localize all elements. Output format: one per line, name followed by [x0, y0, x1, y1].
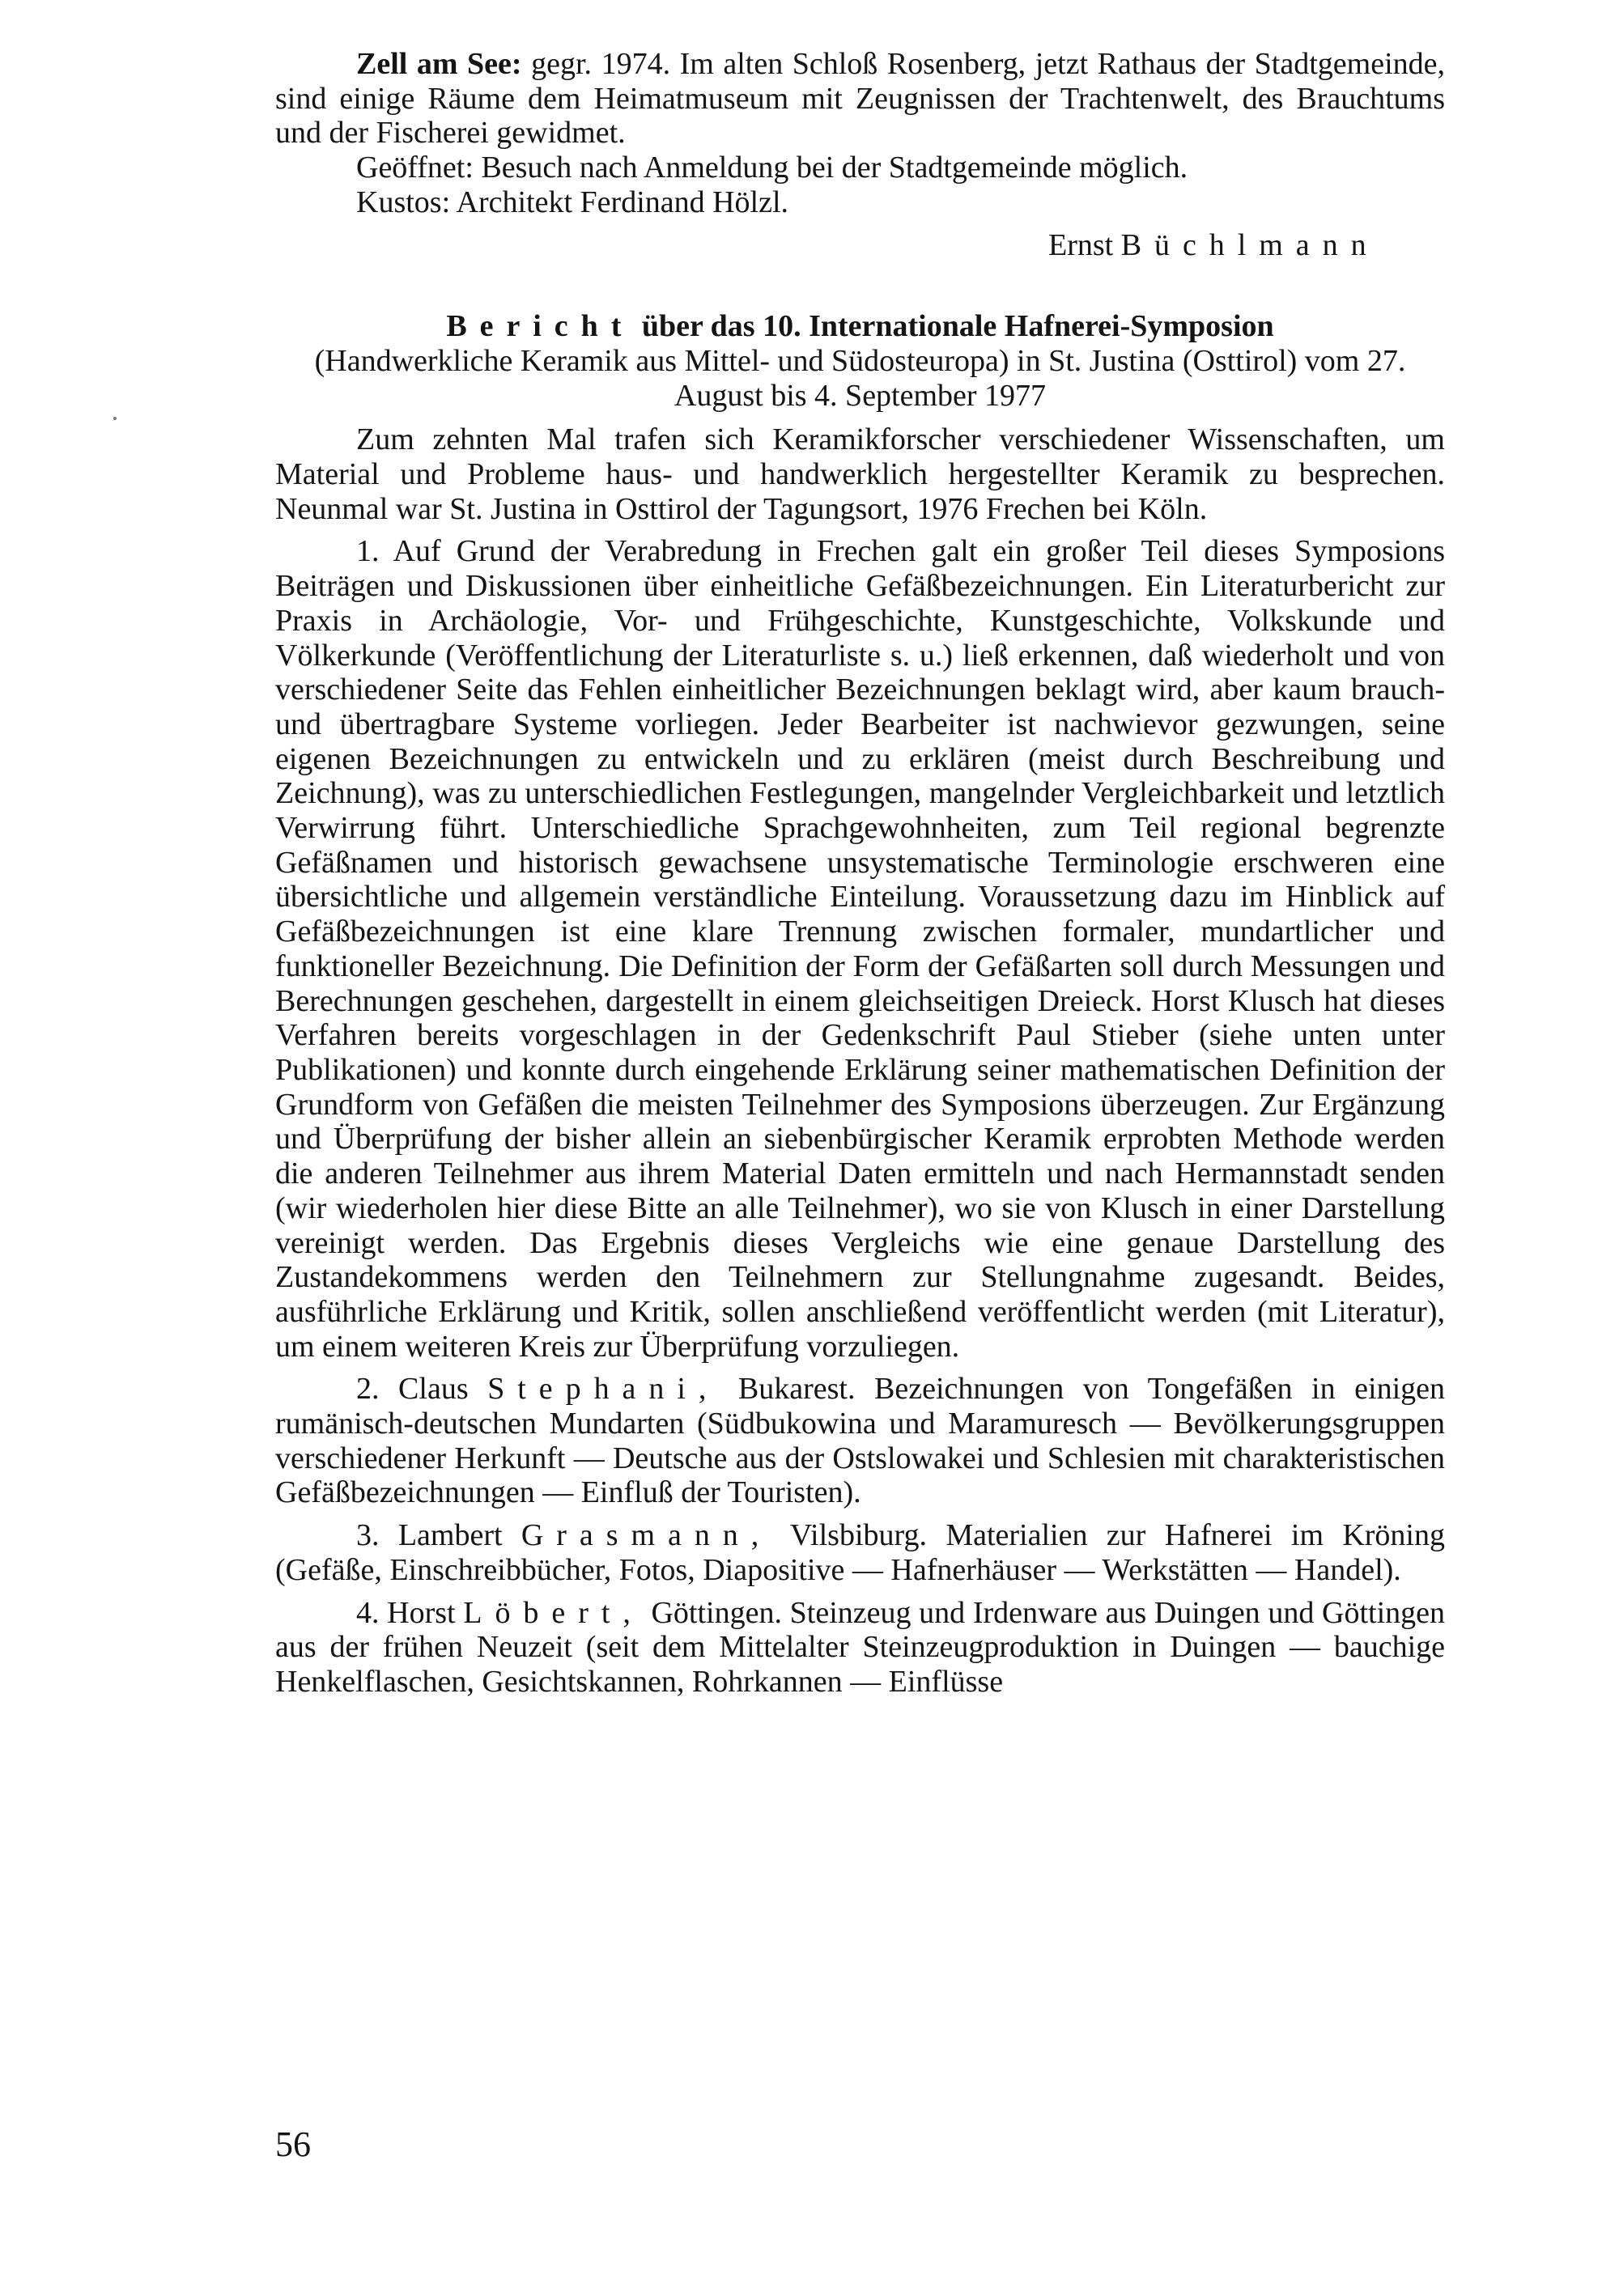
- scan-speck: [113, 417, 117, 420]
- item-2-name: Stephani,: [487, 1372, 720, 1407]
- entry-paragraph: [275, 47, 1445, 151]
- item-4-number: 4. Horst: [356, 1595, 456, 1630]
- item-3-number: 3. Lambert: [356, 1518, 503, 1553]
- document-page: [275, 47, 1445, 1708]
- report-title-rest: über das 10. Internationale Hafnerei-Symposion: [641, 309, 1274, 344]
- museum-entry: [275, 47, 1445, 262]
- report-item-3: [275, 1518, 1445, 1587]
- item-2-number: 2. Claus: [356, 1372, 469, 1407]
- item-4-text: Göttingen. Steinzeug und Irdenware aus Duingen und Göttingen aus der frühen Neuzeit (seit dem Mittelalter Steinzeugproduktion in Duingen — bauchige Henkelflaschen, Gesichtskannen, Rohrkannen — Einflüsse: [275, 1595, 1446, 1699]
- report-title: [275, 309, 1445, 344]
- report-subtitle: (Handwerkliche Keramik aus Mittel- und Südosteuropa) in St. Justina (Osttirol) vom 27. August bis 4. September 1977: [314, 343, 1406, 413]
- author-last-name: Büchlmann: [1120, 227, 1379, 262]
- report-item-2: [275, 1372, 1445, 1510]
- report-heading: [275, 309, 1445, 413]
- entry-body: gegr. 1974. Im alten Schloß Rosenberg, jetzt Rathaus der Stadtgemeinde, sind einige Räume dem Heimatmuseum mit Zeugnissen der Trachtenwelt, des Brauchtums und der Fischerei gewidmet.: [275, 47, 1445, 151]
- report-intro: Zum zehnten Mal trafen sich Keramikforscher verschiedener Wissenschaften, um Material und Probleme haus- und handwerklich hergestellter Keramik zu besprechen. Neunmal war St. Justina in Osttirol der Tagungsort, 1976 Frechen bei Köln.: [275, 422, 1445, 526]
- author-first-name: Ernst: [1048, 227, 1114, 262]
- item-3-text: Vilsbiburg. Materialien zur Hafnerei im Kröning (Gefäße, Einschreibbücher, Fotos, Diapositive — Hafnerhäuser — Werkstätten — Handel).: [275, 1518, 1445, 1587]
- item-4-name: Löbert,: [463, 1595, 644, 1630]
- item-3-name: Grasmann,: [521, 1518, 772, 1553]
- entry-curator: Kustos: Architekt Ferdinand Hölzl.: [356, 185, 789, 219]
- author-signature: [275, 228, 1445, 263]
- report-item-4: [275, 1596, 1445, 1700]
- report-title-spaced: Bericht: [446, 309, 635, 344]
- item-2-text: Bukarest. Bezeichnungen von Tongefäßen in einigen rumänisch-deutschen Mundarten (Südbukowina und Maramuresch — Bevölkerungsgruppen verschiedener Herkunft — Deutsche aus der Ostslowakei und Schlesien mit charakteristischen Gefäßbezeichnungen — Einfluß der Touristen).: [275, 1372, 1446, 1510]
- report-item-1: 1. Auf Grund der Verabredung in Frechen galt ein großer Teil dieses Symposions Beiträgen und Diskussionen über einheitliche Gefäßbezeichnungen. Ein Literaturbericht zur Praxis in Archäologie, Vor- und Frühgeschichte, Kunstgeschichte, Volkskunde und Völkerkunde (Veröffentlichung der Literaturliste s. u.) ließ erkennen, daß wiederholt und von verschiedener Seite das Fehlen einheitlicher Bezeichnungen beklagt wird, aber kaum brauch- und übertragbare Systeme vorliegen. Jeder Bearbeiter ist nachwievor gezwungen, seine eigenen Bezeichnungen zu entwickeln und zu erklären (meist durch Beschreibung und Zeichnung), was zu unterschiedlichen Festlegungen, mangelnder Vergleichbarkeit und letztlich Verwirrung führt. Unterschiedliche Sprachgewohnheiten, zum Teil regional begrenzte Gefäßnamen und historisch gewachsene unsystematische Terminologie erschweren eine übersichtliche und allgemein verständliche Einteilung. Voraussetzung dazu im Hinblick auf Gefäßbezeichnungen ist eine klare Trennung zwischen formaler, mundartlicher und funktioneller Bezeichnung. Die Definition der Form der Gefäßarten soll durch Messungen und Berechnungen geschehen, dargestellt in einem gleichseitigen Dreieck. Horst Klusch hat dieses Verfahren bereits vorgeschlagen in der Gedenkschrift Paul Stieber (siehe unten unter Publikationen) und konnte durch eingehende Erklärung seiner mathematischen Definition der Grundform von Gefäßen die meisten Teilnehmer des Symposions überzeugen. Zur Ergänzung und Überprüfung der bisher allein an siebenbürgischer Keramik erprobten Methode werden die anderen Teilnehmer aus ihrem Material Daten ermitteln und nach Hermannstadt senden (wir wiederholen hier diese Bitte an alle Teilnehmer), wo sie von Klusch in einer Darstellung vereinigt werden. Das Ergebnis dieses Vergleichs wie eine genaue Darstellung des Zustandekommens werden den Teilnehmern zur Stellungnahme zugesandt. Beides, ausführliche Erklärung und Kritik, sollen anschließend veröffentlicht werden (mit Literatur), um einem weiteren Kreis zur Überprüfung vorzuliegen.: [275, 534, 1445, 1364]
- page-number: 56: [275, 2124, 311, 2164]
- entry-place: Zell am See:: [356, 47, 522, 81]
- entry-opening: Geöffnet: Besuch nach Anmeldung bei der Stadtgemeinde möglich.: [356, 151, 1188, 185]
